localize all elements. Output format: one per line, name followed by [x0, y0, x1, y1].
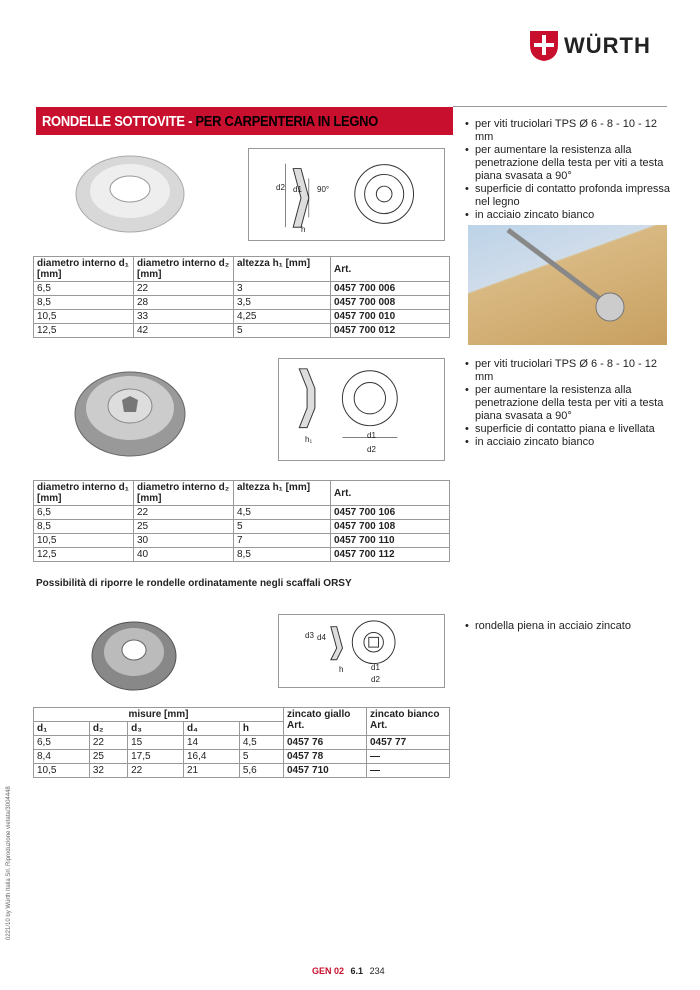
feature-item: • per aumentare la resistenza alla penetrazione della testa per viti a testa piana svasata a 90°	[463, 144, 673, 183]
feature-item: • rondella piena in acciaio zincato	[463, 620, 673, 633]
group-header: misure [mm]	[34, 708, 284, 722]
drawing-2-svg	[279, 359, 444, 460]
col-header: diametro interno d₁ [mm]	[34, 257, 134, 282]
table-row: 8,4 25 17,5 16,4 5 0457 78 —	[34, 750, 450, 764]
col-header: altezza h₁ [mm]	[234, 257, 331, 282]
drawing3-h: h	[339, 665, 344, 674]
washer-photo-3	[88, 614, 180, 694]
col-header: altezza h₁ [mm]	[234, 481, 331, 506]
col-header: diametro interno d₂ [mm]	[134, 481, 234, 506]
washer-photo-1	[60, 146, 200, 242]
col-header: d₂	[89, 722, 127, 736]
col-header: d₄	[183, 722, 239, 736]
feature-item: • in acciaio zincato bianco	[463, 209, 673, 222]
drawing1-angle: 90°	[317, 185, 330, 194]
washer-flat-image	[70, 362, 190, 462]
washer-solid-image	[88, 614, 180, 694]
table-row: 12,5 40 8,5 0457 700 112	[34, 548, 450, 562]
table-row: 10,5 32 22 21 5,6 0457 710 —	[34, 764, 450, 778]
table-row: 10,5 33 4,25 0457 700 010	[34, 310, 450, 324]
drawing3-d2: d2	[371, 675, 380, 684]
page-footer	[312, 966, 385, 976]
feature-item: • per viti truciolari TPS Ø 6 - 8 - 10 - 12 mm	[463, 118, 673, 144]
drawing3-d3: d3	[305, 631, 314, 640]
section1-features	[463, 118, 673, 222]
footer-code: GEN 02	[312, 966, 345, 976]
screw-in-wood-image	[468, 225, 667, 345]
section3-features	[463, 620, 673, 633]
drawing3-d1: d1	[371, 663, 380, 672]
title-main	[42, 113, 378, 130]
col-header: d₁	[34, 722, 90, 736]
brand-name: WÜRTH	[564, 33, 651, 58]
table-row: 8,5 28 3,5 0457 700 008	[34, 296, 450, 310]
table-row: 6,5 22 15 14 4,5 0457 76 0457 77	[34, 736, 450, 750]
footer-section: 6.1	[350, 966, 364, 976]
technical-drawing-2	[278, 358, 445, 461]
drawing2-d2: d2	[367, 445, 376, 454]
section2-table	[33, 480, 450, 562]
washer-countersunk-image	[60, 146, 200, 242]
drawing-1-svg	[249, 149, 444, 240]
drawing2-h1: h₁	[305, 435, 313, 444]
table-row: 6,5 22 4,5 0457 700 106	[34, 506, 450, 520]
application-photo	[468, 225, 667, 345]
section1-table	[33, 256, 450, 338]
technical-drawing-3	[278, 614, 445, 688]
drawing1-d1: d1	[293, 185, 302, 194]
col-header: h	[239, 722, 283, 736]
wurth-logo-mark-icon	[528, 29, 560, 63]
table-row: 12,5 42 5 0457 700 012	[34, 324, 450, 338]
drawing-3-svg	[279, 615, 444, 687]
technical-drawing-1	[248, 148, 445, 241]
drawing2-d1: d1	[367, 431, 376, 440]
feature-item: • superficie di contatto piana e livellata	[463, 423, 673, 436]
feature-item: • per viti truciolari TPS Ø 6 - 8 - 10 - 12 mm	[463, 358, 673, 384]
title-part1: RONDELLE SOTTOVITE -	[42, 112, 196, 130]
section3-table	[33, 707, 450, 778]
section2-features	[463, 358, 673, 449]
wurth-logo	[528, 26, 668, 66]
table-row: 10,5 30 7 0457 700 110	[34, 534, 450, 548]
col-header: zincato giallo Art.	[284, 708, 367, 736]
col-header: d₃	[128, 722, 184, 736]
drawing1-d2: d2	[276, 183, 285, 192]
col-header: diametro interno d₁ [mm]	[34, 481, 134, 506]
washer-photo-2	[70, 362, 190, 462]
title-part2: PER CARPENTERIA IN LEGNO	[195, 112, 379, 130]
col-header: Art.	[331, 481, 450, 506]
copyright-note: 0221/10 by Würth Italia Srl. Riproduzione vietata/3004448	[6, 786, 12, 940]
drawing3-d4: d4	[317, 633, 326, 642]
col-header: diametro interno d₂ [mm]	[134, 257, 234, 282]
feature-item: • superficie di contatto profonda impressa nel legno	[463, 183, 673, 209]
col-header: zincato bianco Art.	[367, 708, 450, 736]
footer-page: 234	[369, 966, 385, 976]
feature-item: • per aumentare la resistenza alla penetrazione della testa per viti a testa piana svasata a 90°	[463, 384, 673, 423]
table-row: 6,5 22 3 0457 700 006	[34, 282, 450, 296]
title-divider	[453, 106, 667, 107]
table-row: 8,5 25 5 0457 700 108	[34, 520, 450, 534]
drawing1-h: h	[301, 225, 306, 234]
orsy-note: Possibilità di riporre le rondelle ordinatamente negli scaffali ORSY	[36, 578, 352, 589]
page-title	[36, 107, 453, 135]
feature-item: • in acciaio zincato bianco	[463, 436, 673, 449]
col-header: Art.	[331, 257, 450, 282]
